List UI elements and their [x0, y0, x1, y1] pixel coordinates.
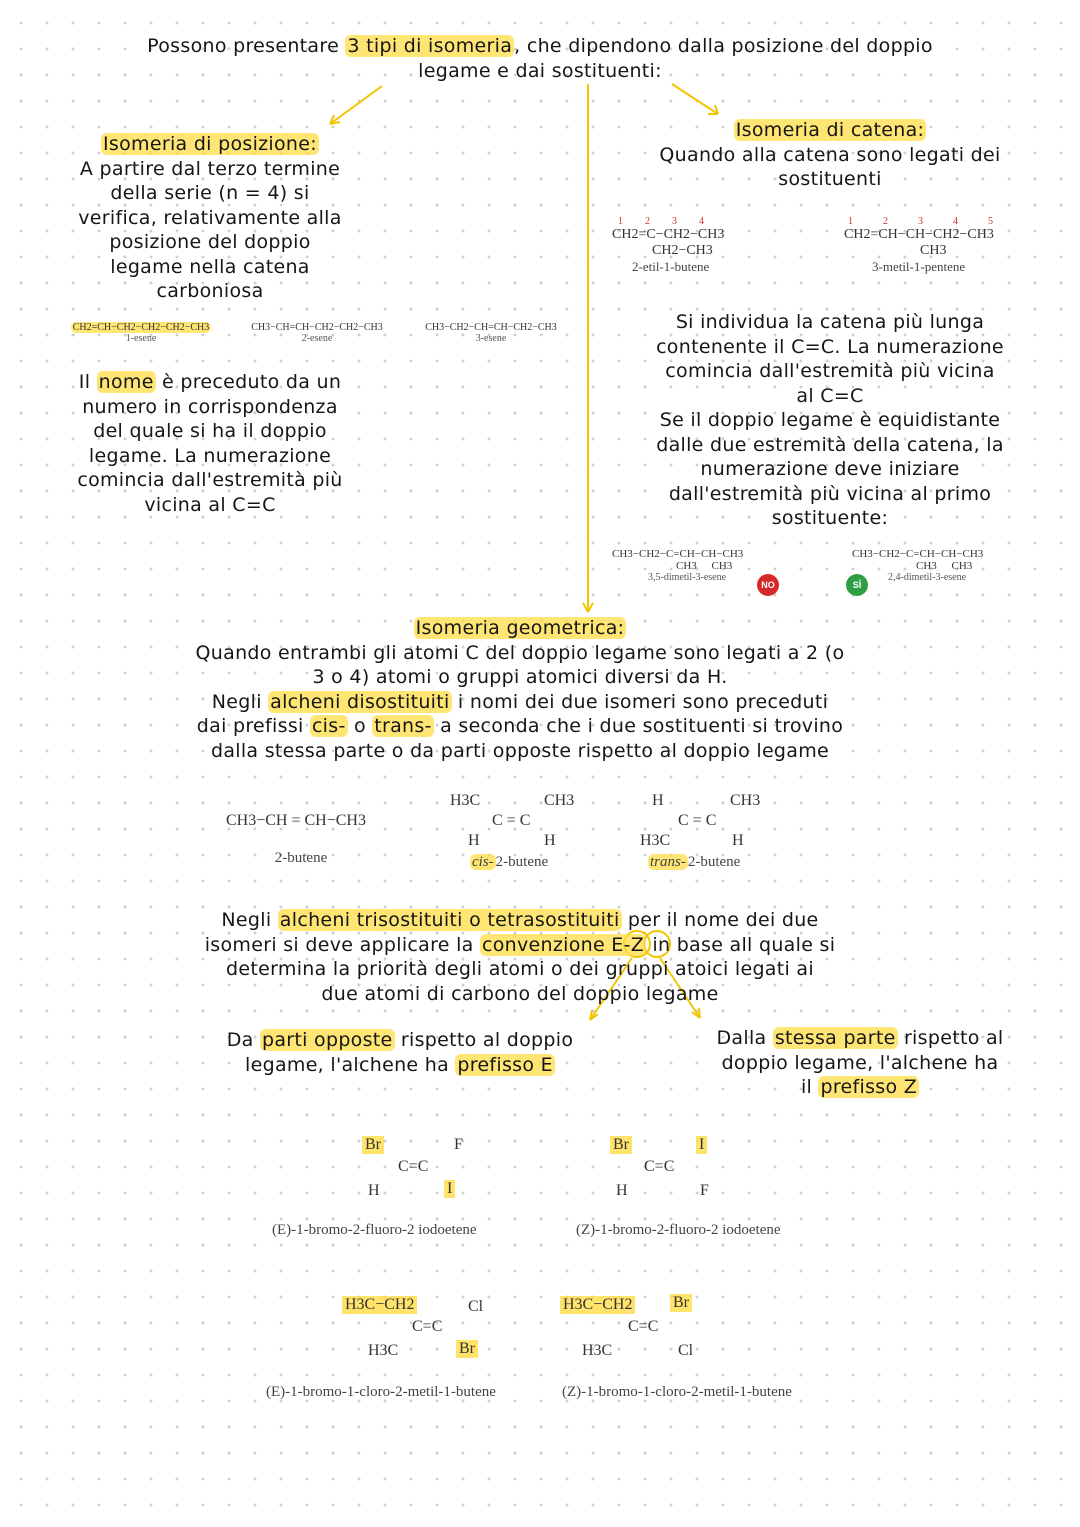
prefix-e-note: Da parti opposte rispetto al doppio legame, l'alchene ha prefisso E [226, 1029, 574, 1076]
si-badge: SÌ [846, 574, 868, 596]
dimetil-right: CH3−CH2−C=CH−CH−CH3 CH3 CH3 2,4-dimetil-3-esene [852, 548, 984, 583]
catena-title: Isomeria di catena: [735, 119, 925, 141]
catena-rule: Si individua la catena più lunga contenente il C=C. La numerazione comincia dall'estremità più vicina al C=C Se il doppio legame è equidistante dalle due estremità della catena, la numerazione deve iniziare dall'estremità più vicina al primo sostituente: [656, 311, 1004, 529]
intro-highlight: 3 tipi di isomeria [347, 35, 513, 57]
geometrica-block: Isomeria geometrica: Quando entrambi gli atomi C del doppio legame sono legati a 2 (o 3 o 4) atomi o gruppi atomici diversi da H. Negli alcheni disostituiti i nomi dei due isomeri sono preceduti dai prefissi cis- o trans- a seconda che i due sostituenti si trovino dalla stessa parte o da parti opposte rispetto al doppio legame [195, 617, 845, 762]
arrow-to-posizione [330, 86, 382, 124]
molecule-e-2-name: (E)-1-bromo-1-cloro-2-metil-1-butene [266, 1384, 496, 1400]
molecule-z-2-name: (Z)-1-bromo-1-cloro-2-metil-1-butene [562, 1384, 792, 1400]
catena-example-2: 12345 CH2=CH−CH−CH2−CH3 CH3 3-metil-1-pentene [844, 216, 1023, 274]
esene-1: CH2=CH−CH2−CH2−CH2−CH3 1-esene [72, 322, 210, 344]
molecule-z-2: H3C−CH2 Br C=C H3C Cl [560, 1294, 710, 1364]
posizione-note: Il nome è preceduto da un numero in corrispondenza del quale si ha il doppio legame. La numerazione comincia dall'estremità più vicina al C=C [77, 371, 343, 516]
catena-block: Isomeria di catena: Quando alla catena sono legati dei sostituenti [659, 119, 1001, 190]
intro-text: Possono presentare 3 tipi di isomeria , che dipendono dalla posizione del doppio legame e dai sostituenti: [147, 35, 933, 82]
ez-block: Negli alcheni trisostituiti o tetrasostituiti per il nome dei due isomeri si deve applicare la convenzione E-Z in base all quale si determina la priorità degli atomi o dei gruppi atoici legati ai due atomi di carbono del doppio legame [204, 909, 836, 1005]
arrow-to-catena [672, 84, 718, 114]
posizione-block: Isomeria di posizione: A partire dal terzo termine della serie (n = 4) si verifica, relativamente alla posizione del doppio legame nella catena carboniosa [78, 133, 342, 302]
molecule-e-1: Br F C=C H I [362, 1136, 482, 1206]
molecule-e-1-name: (E)-1-bromo-2-fluoro-2 iodoetene [272, 1222, 477, 1238]
no-badge: NO [757, 574, 779, 596]
esene-2: CH3−CH=CH−CH2−CH2−CH3 2-esene [251, 322, 383, 344]
prefix-z-note: Dalla stessa parte rispetto al doppio legame, l'alchene ha il prefisso Z [716, 1027, 1004, 1098]
geometrica-title: Isomeria geometrica: [415, 617, 625, 639]
posizione-title: Isomeria di posizione: [103, 133, 317, 155]
molecule-e-2: H3C−CH2 Cl C=C H3C Br [342, 1296, 492, 1366]
molecule-z-1-name: (Z)-1-bromo-2-fluoro-2 iodoetene [576, 1222, 781, 1238]
catena-example-1: 1234 CH2=C−CH2−CH3 CH2−CH3 2-etil-1-butene [612, 216, 726, 274]
molecule-z-1: Br I C=C H F [610, 1136, 730, 1206]
esene-3: CH3−CH2−CH=CH−CH2−CH3 3-esene [425, 322, 557, 344]
dimetil-wrong: CH3−CH2−C=CH−CH−CH3 CH3 CH3 3,5-dimetil-3-esene [612, 548, 744, 583]
esene-formulas [56, 322, 576, 362]
butene-plain: CH3−CH = CH−CH3 2-butene [226, 812, 366, 866]
cis-butene: H3C CH3 C = C H H cis- 2-butene [450, 792, 575, 870]
trans-butene: H CH3 C = C H3C H trans- 2-butene [640, 792, 761, 870]
